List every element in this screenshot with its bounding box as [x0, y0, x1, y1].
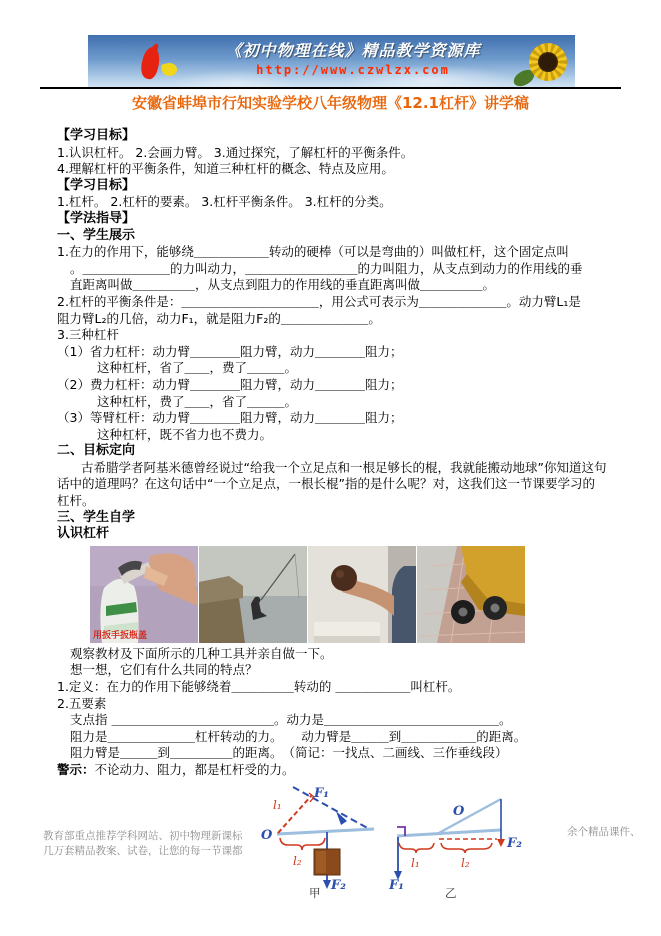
observe-line2: 想一想，它们有什么共同的特点？: [70, 662, 258, 678]
q1-line3: 直距离叫做＿＿＿＿＿，从支点到阻力的作用线的垂直距离叫做＿＿＿＿＿。: [70, 277, 496, 293]
label-l2: l₂: [461, 855, 470, 870]
five-line3-mnemonic: （简记：一找点、二画线、三作垂线段）: [288, 745, 508, 761]
watermark-right: 余个精品课件、: [567, 825, 641, 838]
five-line1: 支点指 ＿＿＿＿＿＿＿＿＿＿＿＿＿。动力是＿＿＿＿＿＿＿＿＿＿＿＿＿＿。: [70, 712, 512, 728]
hand-truck-photo: [417, 546, 525, 643]
heading-student-show: 一、学生展示: [57, 227, 136, 243]
goals1-line1: 1.认识杠杆。 2.会画力臂。 3.通过探究，了解杠杆的平衡条件。: [57, 144, 414, 160]
label-F1: F₁: [389, 877, 404, 893]
q1-line1: 1.在力的作用下，能够绕＿＿＿＿＿＿转动的硬棒（可以是弯曲的）叫做杠杆，这个固定点叫: [57, 244, 569, 260]
bottle-opener-photo: [90, 546, 198, 643]
goals1-line2: 4.理解杠杆的平衡条件，知道三种杠杆的概念、特点及应用。: [57, 161, 394, 177]
watermark-left: 教育部重点推荐学科网站、初中物理新课标 几万套精品教案、试卷，让您的每一节课都: [43, 829, 243, 857]
label-l1: l₁: [273, 797, 282, 812]
five-line2: [57, 729, 623, 746]
site-banner: [88, 35, 575, 88]
arm-ball-photo: [308, 546, 416, 643]
header-divider: [40, 87, 621, 89]
lever-diagrams: [43, 783, 641, 915]
caption-jia: 甲: [309, 885, 321, 900]
heading-study-goals-2: 【学习目标】: [57, 177, 136, 193]
q3-item3-a: （3）等臂杠杆：动力臂＿＿＿＿阻力臂，动力＿＿＿＿阻力；: [57, 410, 403, 426]
q3-heading: 3.三种杠杆: [57, 327, 119, 343]
five-line2-resistance: 阻力是＿＿＿＿＿＿＿杠杆转动的力。: [70, 728, 277, 744]
fishing-photo: [199, 546, 307, 643]
q3-item2-a: （2）费力杠杆：动力臂＿＿＿＿阻力臂，动力＿＿＿＿阻力；: [57, 376, 403, 392]
q2-line1: 2.杠杆的平衡条件是：＿＿＿＿＿＿＿＿＿＿＿，用公式可表示为＿＿＿＿＿＿＿。动力臂L₁是: [57, 293, 581, 309]
site-title: 《初中物理在线》精品教学资源库: [225, 41, 481, 60]
diagram-jia: [257, 783, 385, 900]
q3-item2-b: 这种杠杆，费了＿＿，省了＿＿＿。: [97, 393, 298, 409]
five-line2-effort-arm: 动力臂是＿＿＿到＿＿＿＿＿＿的距离。: [301, 728, 527, 744]
label-F1: F₁: [314, 785, 329, 801]
q3-item1-b: 这种杠杆，省了＿＿，费了＿＿＿。: [97, 360, 298, 376]
document-title: 安徽省蚌埠市行知实验学校八年级物理《12.1杠杆》讲学稿: [131, 94, 529, 112]
heading-target-orientation: 二、目标定向: [57, 443, 136, 459]
warning-line: [57, 762, 623, 779]
target-line2: 话中的道理吗？在这句话中“一个立足点，一根长棍”指的是什么呢？对，这我们这一节课要学习的: [57, 476, 595, 492]
observe-line1: 观察教材及下面所示的几种工具并亲自做一下。: [70, 645, 333, 661]
five-line3: [57, 745, 623, 762]
five-line3-resistance-arm: 阻力臂是＿＿＿到＿＿＿＿＿的距离。: [70, 745, 277, 761]
heading-know-lever: 认识杠杆: [57, 526, 110, 542]
caption-yi: 乙: [445, 885, 457, 900]
lever-example-photos: [90, 546, 623, 643]
site-url: http://www.czwlzx.com: [256, 63, 450, 77]
q3-item3-b: 这种杠杆，既不省力也不费力。: [97, 426, 273, 442]
warning-label: 警示：: [57, 762, 95, 777]
warning-text: 不论动力、阻力，都是杠杆受的力。: [94, 762, 295, 777]
worksheet-body: [43, 128, 641, 915]
five-elements-heading: 2.五要素: [57, 695, 107, 711]
label-l2: l₂: [293, 853, 302, 868]
target-line3: 杠杆。: [57, 493, 95, 509]
goals2-line1: 1.杠杆。 2.杠杆的要素。 3.杠杆平衡条件。 3.杠杆的分类。: [57, 194, 392, 210]
target-line1: 古希腊学者阿基米德曾经说过“给我一个立足点和一根足够长的棍，我就能搬动地球”你知道这句: [81, 459, 607, 475]
q1-line2: 。＿＿＿＿＿＿＿的力叫动力，＿＿＿＿＿＿＿＿＿的力叫阻力，从支点到动力的作用线的垂: [70, 260, 583, 276]
q3-item1-a: （1）省力杠杆：动力臂＿＿＿＿阻力臂，动力＿＿＿＿阻力；: [57, 343, 403, 359]
label-F2: F₂: [331, 877, 346, 893]
label-F2: F₂: [507, 835, 522, 851]
heading-method-guide: 【学法指导】: [57, 210, 136, 226]
label-O: O: [453, 803, 465, 819]
sunflower-icon: [525, 43, 569, 83]
physics-online-logo-icon: [136, 43, 186, 83]
label-l1: l₁: [411, 855, 420, 870]
definition-line: 1.定义：在力的作用下能够绕着＿＿＿＿＿转动的 ＿＿＿＿＿＿叫杠杆。: [57, 679, 461, 695]
diagram-yi: [389, 789, 539, 898]
label-O: O: [261, 827, 273, 843]
heading-study-goals-1: 【学习目标】: [57, 128, 136, 143]
q2-line2: 阻力臂L₂的几倍，动力F₁，就是阻力F₂的＿＿＿＿＿＿＿。: [57, 310, 381, 326]
heading-self-study: 三、学生自学: [57, 509, 136, 525]
photo-caption: 用扳手扳瓶盖: [93, 630, 148, 641]
